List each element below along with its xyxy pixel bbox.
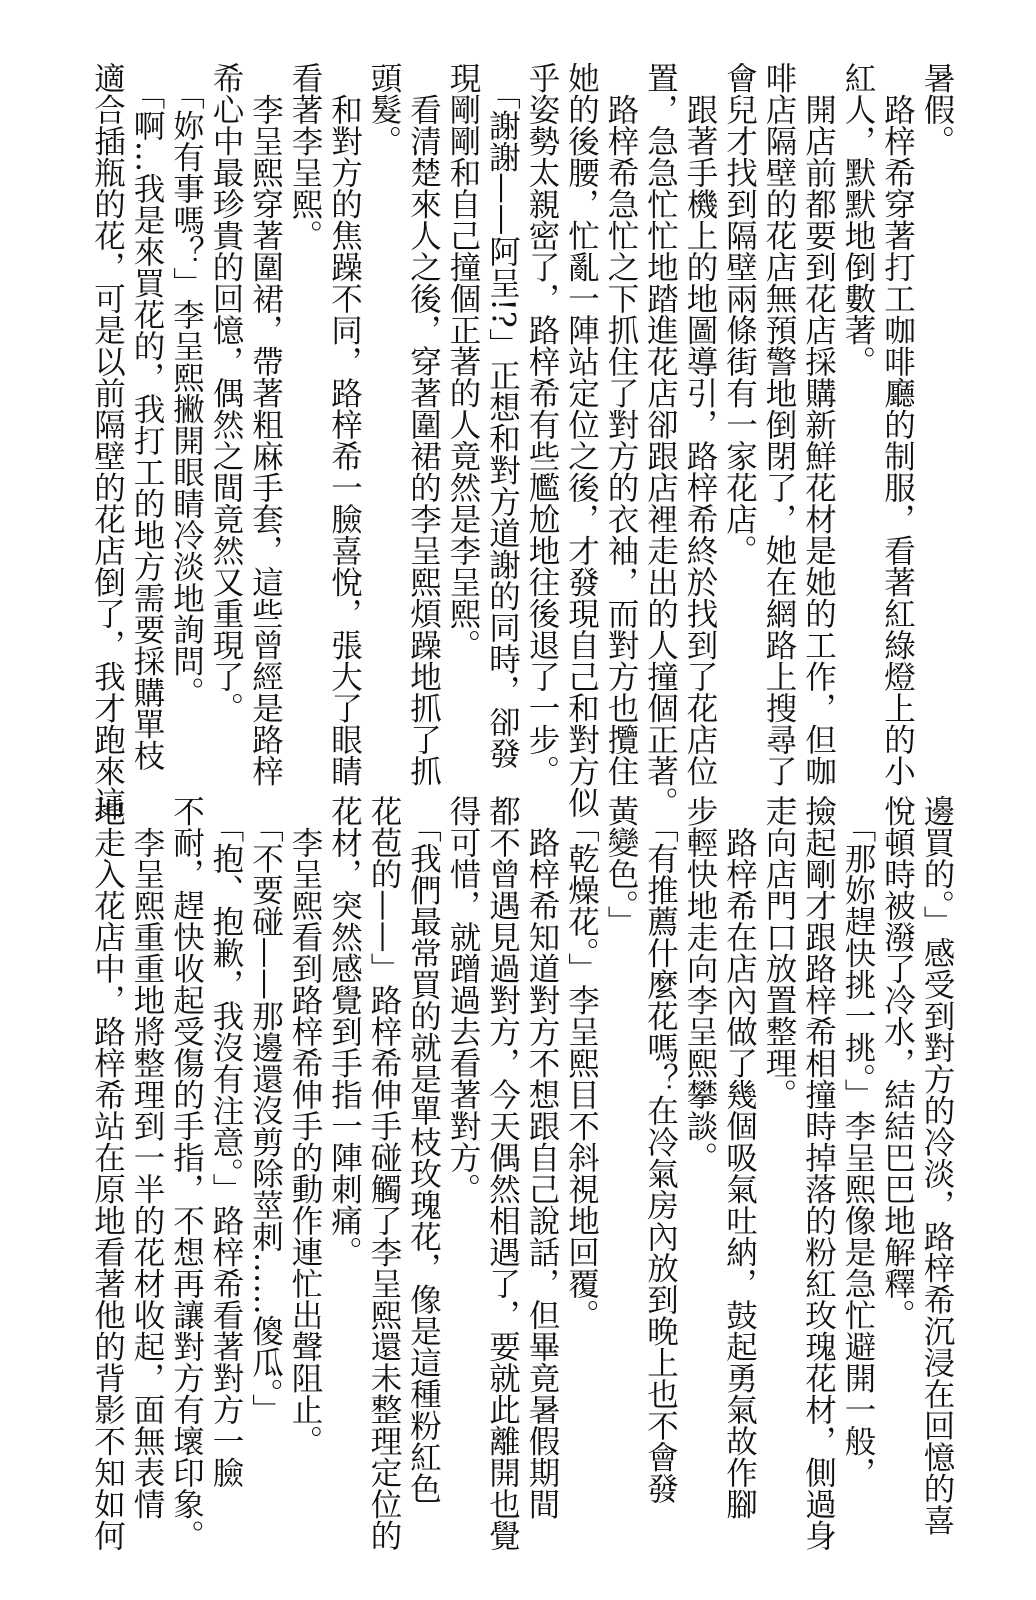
- text-line: 「不要碰——那邊還沒剪除莖刺……傻瓜。」: [247, 795, 284, 1425]
- text-line: 現剛剛和自己撞個正著的人竟然是李呈熙。: [445, 62, 481, 661]
- text-line: 她的後腰，忙亂一陣站定位之後，才發現自己和對方似: [563, 62, 600, 818]
- text-line: 李呈熙穿著圍裙，帶著粗麻手套，這些曾經是路梓: [247, 62, 284, 787]
- text-line: 得可惜，就蹭過去看著對方。: [445, 795, 481, 1205]
- text-line: 路梓希在店內做了幾個吸氣吐納，鼓起勇氣故作腳: [721, 795, 758, 1520]
- text-line: 「我們最常買的就是單枝玫瑰花，像是這種粉紅色: [405, 795, 442, 1504]
- text-line: 和對方的焦躁不同，路梓希一臉喜悅，張大了眼睛: [326, 62, 363, 787]
- text-line: 「謝謝——阿呈!?」正想和對方道謝的同時，卻發: [484, 62, 521, 769]
- text-line: 「有推薦什麼花嗎？在冷氣房內放到晚上也不會發: [642, 795, 679, 1504]
- text-line: 頭髮。: [366, 62, 402, 157]
- text-line: 路梓希穿著打工咖啡廳的制服，看著紅綠燈上的小: [879, 62, 916, 787]
- text-block-upper: [87, 62, 956, 818]
- text-line: 邊買的。」感受到對方的冷淡，路梓希沉浸在回憶的喜: [919, 795, 955, 1536]
- text-line: 暑假。: [919, 62, 955, 157]
- text-line: 悅頓時被潑了冷水，結結巴巴地解釋。: [879, 795, 916, 1331]
- text-line: 花苞的——」路梓希伸手碰觸了李呈熙還未整理定位的: [366, 795, 402, 1551]
- text-line: 不耐，趕快收起受傷的手指，不想再讓對方有壞印象。: [168, 795, 205, 1551]
- text-line: 「抱、抱歉，我沒有注意。」路梓希看著對方一臉: [208, 795, 244, 1488]
- text-line: 適合插瓶的花，可是以前隔壁的花店倒了，我才跑來這: [89, 62, 126, 818]
- text-line: 置，急急忙忙地踏進花店卻跟店裡走出的人撞個正著。: [642, 62, 679, 818]
- text-line: 李呈熙重重地將整理到一半的花材收起，面無表情: [129, 795, 165, 1520]
- text-line: 都不曾遇見過對方，今天偶然相遇了，要就此離開也覺: [484, 795, 521, 1551]
- text-line: 黃變色。」: [603, 795, 639, 937]
- text-line: 「那妳趕快挑一挑。」李呈熙像是急忙避開一般，: [840, 795, 876, 1488]
- text-line: 啡店隔壁的花店無預警地倒閉了，她在網路上搜尋了一: [761, 62, 797, 818]
- text-line: 李呈熙看到路梓希伸手的動作連忙出聲阻止。: [287, 795, 323, 1457]
- text-line: 看著李呈熙。: [287, 62, 323, 251]
- text-line: 「妳有事嗎？」李呈熙撇開眼睛冷淡地詢問。: [168, 62, 205, 708]
- text-line: 地走入花店中，路梓希站在原地看著他的背影不知如何: [89, 795, 126, 1551]
- text-line: 步輕快地走向李呈熙攀談。: [682, 795, 718, 1173]
- text-line: 希心中最珍貴的回憶，偶然之間竟然又重現了。: [208, 62, 244, 724]
- text-line: 路梓希知道對方不想跟自己說話，但畢竟暑假期間: [524, 795, 560, 1520]
- text-line: 看清楚來人之後，穿著圍裙的李呈熙煩躁地抓了抓: [405, 62, 442, 787]
- text-line: 開店前都要到花店採購新鮮花材是她的工作，但咖: [800, 62, 837, 787]
- text-line: 花材，突然感覺到手指一陣刺痛。: [326, 795, 363, 1268]
- text-line: 走向店門口放置整理。: [761, 795, 797, 1110]
- text-line: 「乾燥花。」李呈熙目不斜視地回覆。: [563, 795, 600, 1331]
- text-line: 撿起剛才跟路梓希相撞時掉落的粉紅玫瑰花材，側過身: [800, 795, 837, 1551]
- text-block-lower: [87, 795, 956, 1555]
- text-line: 「啊…我是來買花的，我打工的地方需要採購單枝: [129, 62, 165, 771]
- text-line: 跟著手機上的地圖導引，路梓希終於找到了花店位: [682, 62, 718, 787]
- text-line: 紅人，默默地倒數著。: [840, 62, 876, 377]
- text-line: 路梓希急忙之下抓住了對方的衣袖，而對方也攬住: [603, 62, 639, 787]
- text-line: 乎姿勢太親密了，路梓希有些尷尬地往後退了一步。: [524, 62, 560, 787]
- text-line: 會兒才找到隔壁兩條街有一家花店。: [721, 62, 758, 566]
